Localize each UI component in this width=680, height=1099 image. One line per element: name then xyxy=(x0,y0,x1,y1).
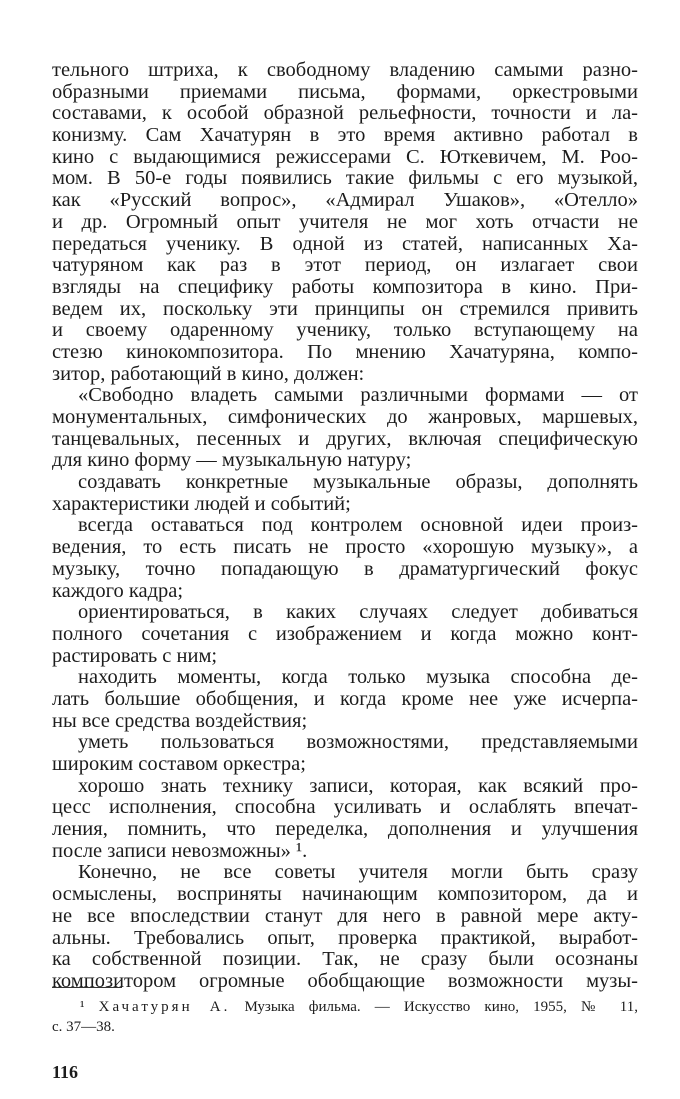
text-line: композитором огромные обобщающие возможности музы- xyxy=(52,969,638,992)
text-line: передаться ученику. В одной из статей, написанных Ха- xyxy=(52,232,638,255)
quote-line: «Свободно владеть самыми различными формами — от xyxy=(78,384,638,407)
text-line: стезю кинокомпозитора. По мнению Хачатуряна, компо- xyxy=(52,340,638,363)
footnote-marker: ¹ xyxy=(80,999,85,1015)
text-line: составами, к особой образной рельефности, точности и ла- xyxy=(52,102,638,125)
quote-line: каждого кадра; xyxy=(52,579,184,602)
text-line: Конечно, не все советы учителя могли быть сразу xyxy=(78,861,638,884)
quote-line: ведения, то есть писать не просто «хорошую музыку», а xyxy=(52,536,638,559)
text-line: кино с выдающимися режиссерами С. Юткевичем, М. Роо- xyxy=(52,145,638,168)
quote-line: после записи невозможны» ¹. xyxy=(52,839,308,862)
text-line: как «Русский вопрос», «Адмирал Ушаков», «Отелло» xyxy=(52,189,638,212)
text-line: конизму. Сам Хачатурян в это время активно работал в xyxy=(52,124,638,147)
body-text xyxy=(52,60,638,993)
quote-line: танцевальных, песенных и других, включая специфическую xyxy=(52,427,638,450)
text-line: тельного штриха, к свободному владению самыми разно- xyxy=(52,59,638,81)
footnote-author: Хачатурян А. xyxy=(98,999,231,1015)
text-line: чатуряном как раз в этот период, он излагает свои xyxy=(52,254,638,277)
text-line: и своему одаренному ученику, только вступающему на xyxy=(52,319,638,342)
footnote-divider xyxy=(52,987,122,988)
page-number: 116 xyxy=(52,1062,79,1082)
footnote xyxy=(52,997,638,1037)
text-line: осмыслены, восприняты начинающим композитором, да и xyxy=(52,883,638,906)
footnote-line xyxy=(52,997,638,1017)
text-line: ведем их, поскольку эти принципы он стремился привить xyxy=(52,297,638,320)
quote-line: уметь пользоваться возможностями, представляемыми xyxy=(78,731,638,754)
quote-line: для кино форму — музыкальную натуру; xyxy=(52,449,412,472)
quote-line: полного сочетания с изображением и когда можно конт- xyxy=(52,622,638,645)
quote-line: ориентироваться, в каких случаях следует добиваться xyxy=(78,601,638,624)
quote-line: ны все средства воздействия; xyxy=(52,709,308,732)
footnote-line: с. 37—38. xyxy=(52,1019,115,1035)
text-line: ка собственной позиции. Так, не сразу были осознаны xyxy=(52,948,638,971)
text-line: альны. Требовались опыт, проверка практикой, выработ- xyxy=(52,926,638,949)
quote-line: всегда оставаться под контролем основной идеи произ- xyxy=(78,514,638,537)
quote-line: растировать с ним; xyxy=(52,644,218,667)
text-line: мом. В 50-е годы появились такие фильмы с его музыкой, xyxy=(52,167,638,190)
text-line: и др. Огромный опыт учителя не мог хоть отчасти не xyxy=(52,210,638,233)
quote-line: лать большие обобщения, и когда кроме нее уже исчерпа- xyxy=(52,687,638,710)
quote-line: находить моменты, когда только музыка способна де- xyxy=(78,666,638,689)
text-line: зитор, работающий в кино, должен: xyxy=(52,362,365,385)
quote-line: создавать конкретные музыкальные образы, дополнять xyxy=(78,471,638,494)
quote-line: ления, помнить, что переделка, дополнения и улучшения xyxy=(52,818,638,841)
quote-line: цесс исполнения, способна усиливать и ослаблять впечат- xyxy=(52,796,638,819)
quote-line: монументальных, симфонических до жанровых, маршевых, xyxy=(52,406,638,428)
quote-line: широким составом оркестра; xyxy=(52,753,306,775)
text-line: образными приемами письма, формами, оркестровыми xyxy=(52,80,638,103)
footnote-source: Музыка фильма. — Искусство кино, 1955, № 11, xyxy=(244,999,638,1015)
quote-line: характеристики людей и событий; xyxy=(52,492,351,515)
text-line: взгляды на специфику работы композитора в кино. При- xyxy=(52,275,638,298)
text-line: не все впоследствии станут для него в равной мере акту- xyxy=(52,904,638,927)
quote-line: музыку, точно попадающую в драматургический фокус xyxy=(52,557,638,580)
quote-line: хорошо знать технику записи, которая, как всякий про- xyxy=(78,774,638,797)
